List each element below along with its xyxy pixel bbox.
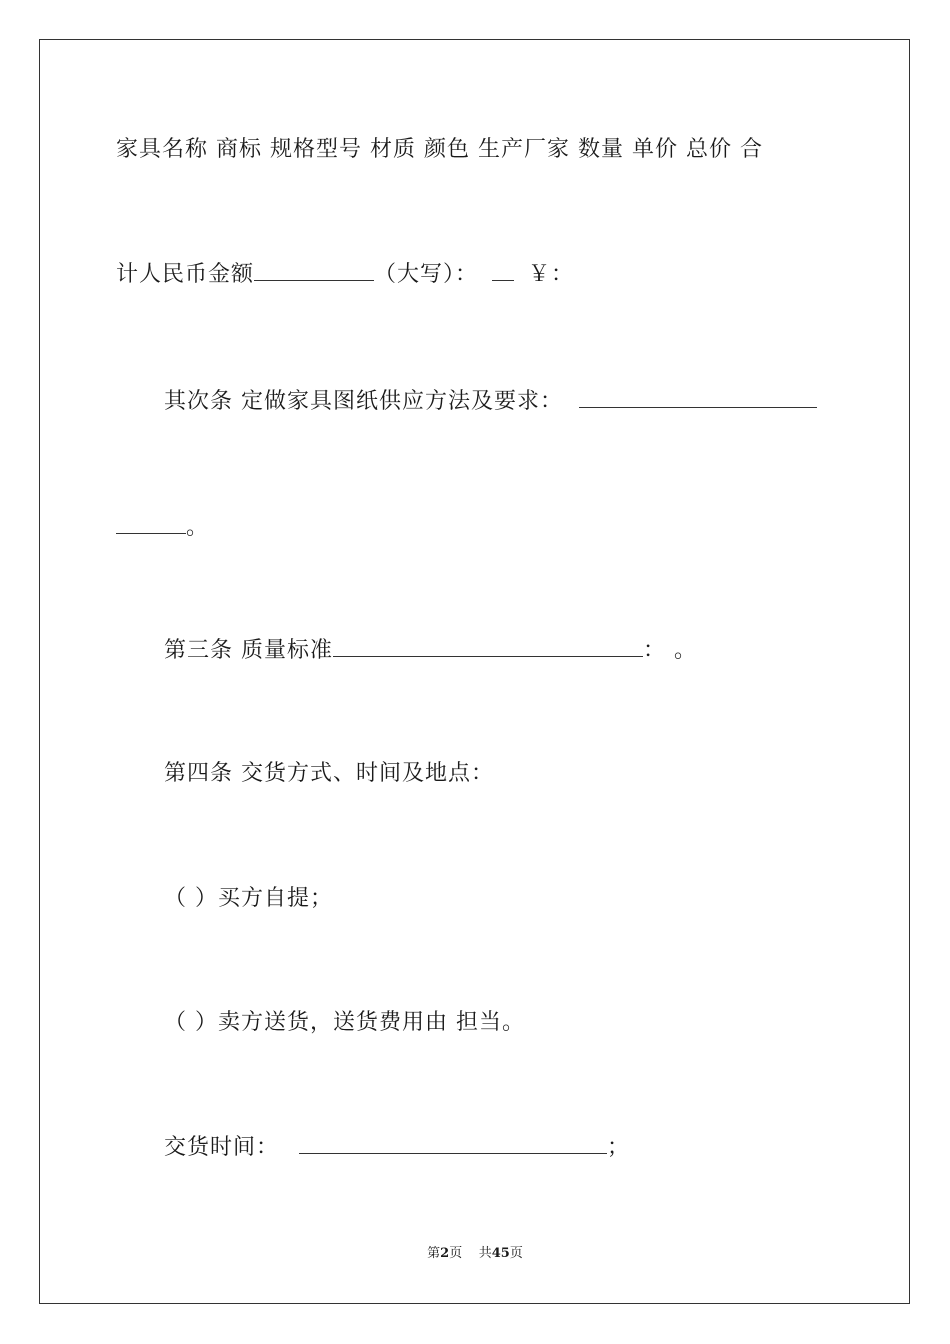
footer-total-prefix: 共 (478, 1246, 492, 1261)
footer-total-suffix: 页 (509, 1246, 523, 1261)
option-buyer-pickup: （ ）买方自提； (164, 886, 333, 911)
clause-2-blank-cont (116, 511, 186, 534)
amount-label: 计人民币金额 (116, 262, 255, 287)
delivery-time-blank (299, 1131, 607, 1154)
footer-prefix: 第 (427, 1246, 441, 1261)
current-page-number: 2 (440, 1246, 450, 1261)
clause-3-text: 第三条 质量标准 (164, 638, 333, 663)
furniture-columns-text: 家具名称 商标 规格型号 材质 颜色 生产厂家 数量 单价 总价 合 (116, 137, 763, 162)
delivery-time-label: 交货时间： (164, 1135, 280, 1160)
clause-2-blank (579, 385, 817, 408)
total-pages-number: 45 (491, 1246, 510, 1261)
doc-line-9 (164, 1131, 630, 1163)
doc-line-3 (164, 385, 817, 417)
doc-line-1 (116, 135, 763, 165)
clause-2-end: 。 (186, 515, 210, 540)
page-border (39, 39, 910, 1304)
page-footer (0, 1245, 950, 1263)
doc-line-2 (116, 258, 574, 290)
clause-3-colon: ： (643, 638, 667, 663)
amount-blank (254, 258, 374, 281)
amount-uppercase-label: （大写）： (374, 262, 479, 287)
doc-line-7 (164, 884, 333, 914)
clause-4-text: 第四条 交货方式、时间及地点： (164, 761, 494, 786)
doc-line-5 (164, 634, 697, 666)
clause-3-end: 。 (674, 638, 698, 663)
option-seller-delivery: （ ）卖方送货，送货费用由 担当。 (164, 1010, 525, 1035)
quality-standard-blank (333, 634, 643, 657)
delivery-time-end: ； (607, 1135, 631, 1160)
amount-short-blank (492, 258, 514, 281)
footer-page-suffix: 页 (449, 1246, 463, 1261)
doc-line-8 (164, 1008, 525, 1038)
doc-line-6 (164, 759, 494, 789)
clause-2-text: 其次条 定做家具图纸供应方法及要求： (164, 389, 563, 414)
doc-line-4 (116, 511, 209, 543)
yuan-label: ￥： (528, 262, 575, 287)
